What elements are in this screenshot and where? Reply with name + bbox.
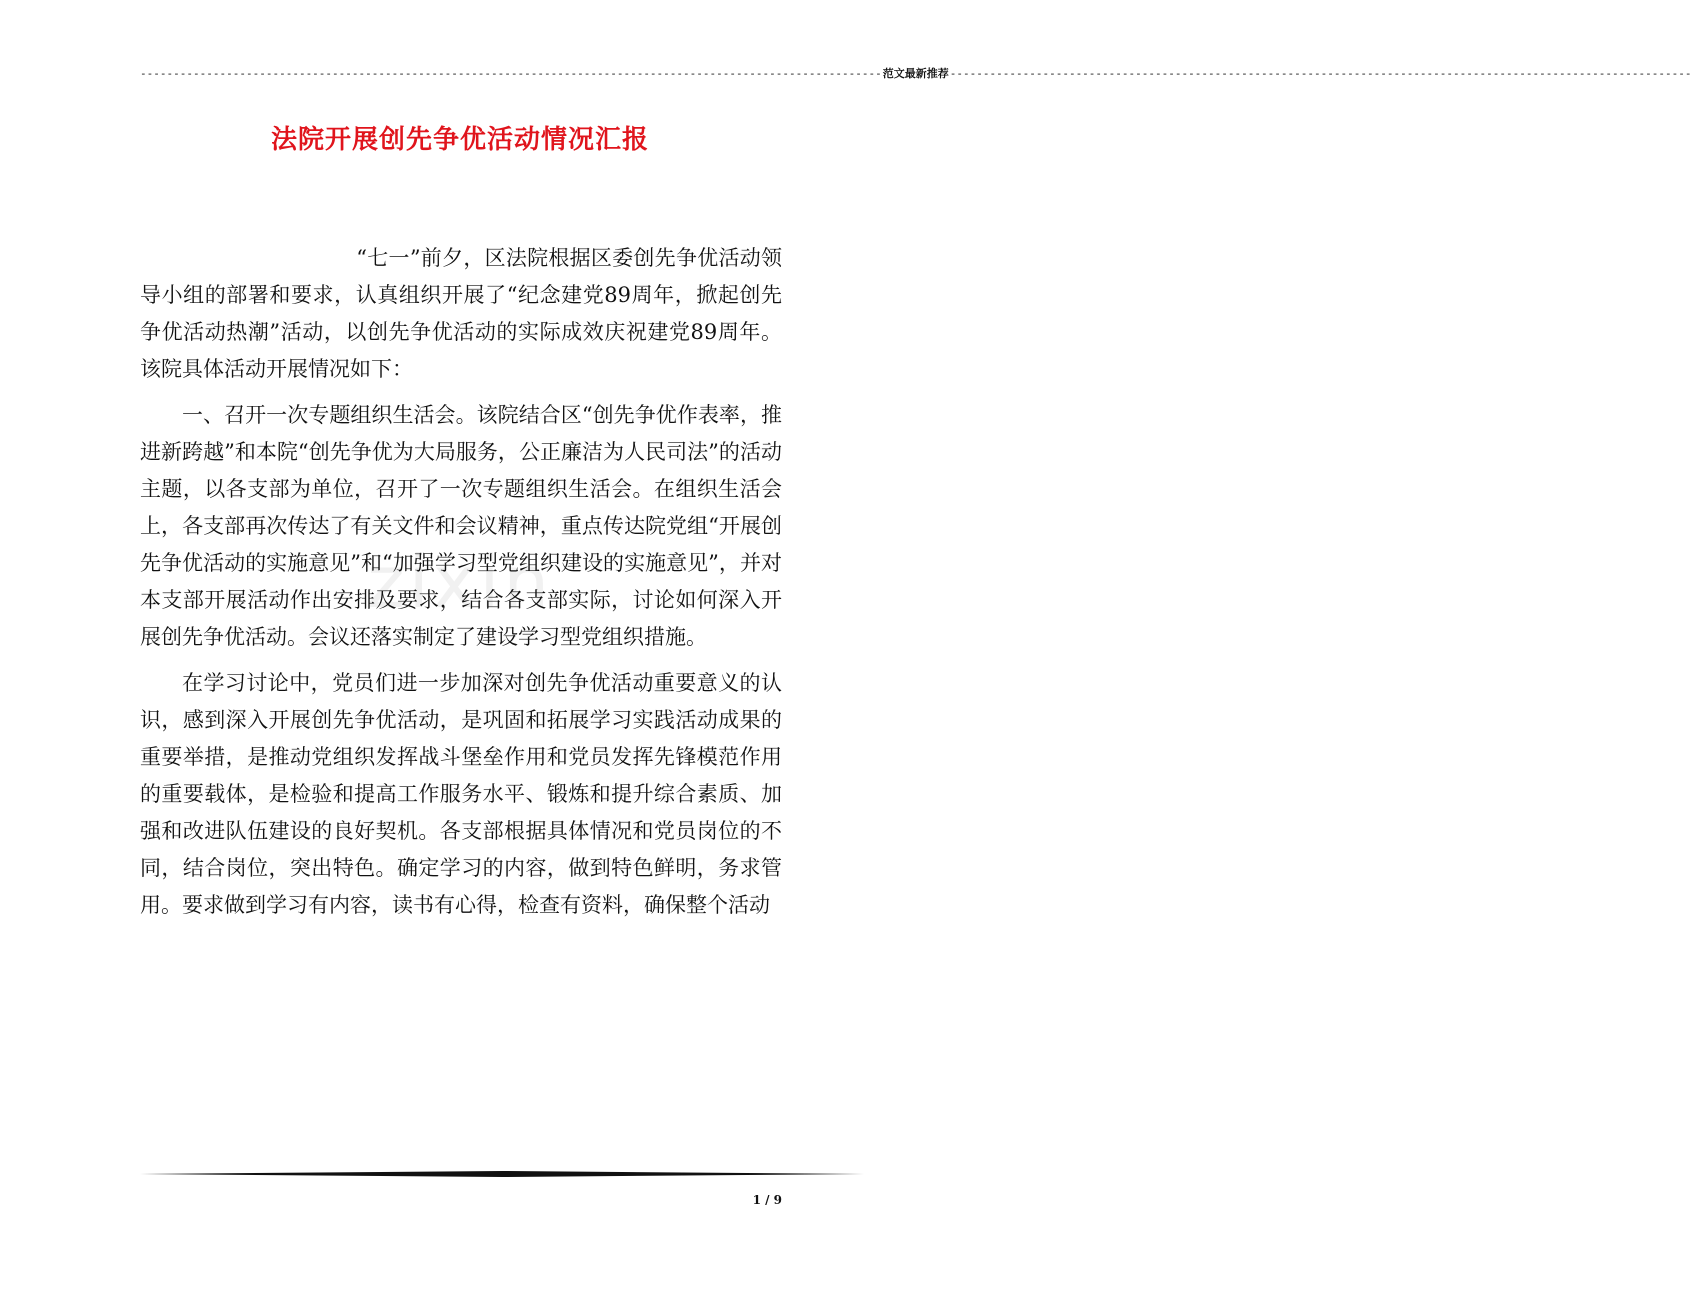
header-label: 范文最新推荐 <box>882 67 949 80</box>
document-body <box>140 240 782 933</box>
document-title: 法院开展创先争优活动情况汇报 <box>270 125 649 155</box>
header-dashes-right: ---------------------------------------------------------------------------------------------------------------- <box>949 67 1691 80</box>
footer-rule-shape <box>140 1171 864 1177</box>
paragraph: 一、召开一次专题组织生活会。该院结合区“创先争优作表率，推进新跨越”和本院“创先争优为大局服务，公正廉洁为人民司法”的活动主题，以各支部为单位，召开了一次专题组织生活会。在组织生活会上，各支部再次传达了有关文件和会议精神，重点传达院党组“开展创先争优活动的实施意见”和“加强学习型党组织建设的实施意见”，并对本支部开展活动作出安排及要求，结合各支部实际，讨论如何深入开展创先争优活动。会议还落实制定了建设学习型党组织措施。 <box>140 403 782 649</box>
watermark: zixin <box>366 540 554 624</box>
header-dashes-left: ---------------------------------------------------------------------------------------------------------------- <box>140 67 882 80</box>
footer-rule <box>140 1170 864 1178</box>
paragraph: 在学习讨论中，党员们进一步加深对创先争优活动重要意义的认识，感到深入开展创先争优活动，是巩固和拓展学习实践活动成果的重要举措，是推动党组织发挥战斗堡垒作用和党员发挥先锋模范作用的重要载体，是检验和提高工作服务水平、锻炼和提升综合素质、加强和改进队伍建设的良好契机。各支部根据具体情况和党员岗位的不同，结合岗位，突出特色。确定学习的内容，做到特色鲜明，务求管用。要求做到学习有内容，读书有心得，检查有资料，确保整个活动 <box>140 671 782 917</box>
page-number: 1 / 9 <box>752 1193 782 1207</box>
paragraph: “七一”前夕，区法院根据区委创先争优活动领导小组的部署和要求，认真组织开展了“纪念建党89周年，掀起创先争优活动热潮”活动，以创先争优活动的实际成效庆祝建党89周年。该院具体活动开展情况如下： <box>140 246 782 381</box>
page-header <box>140 66 1691 82</box>
